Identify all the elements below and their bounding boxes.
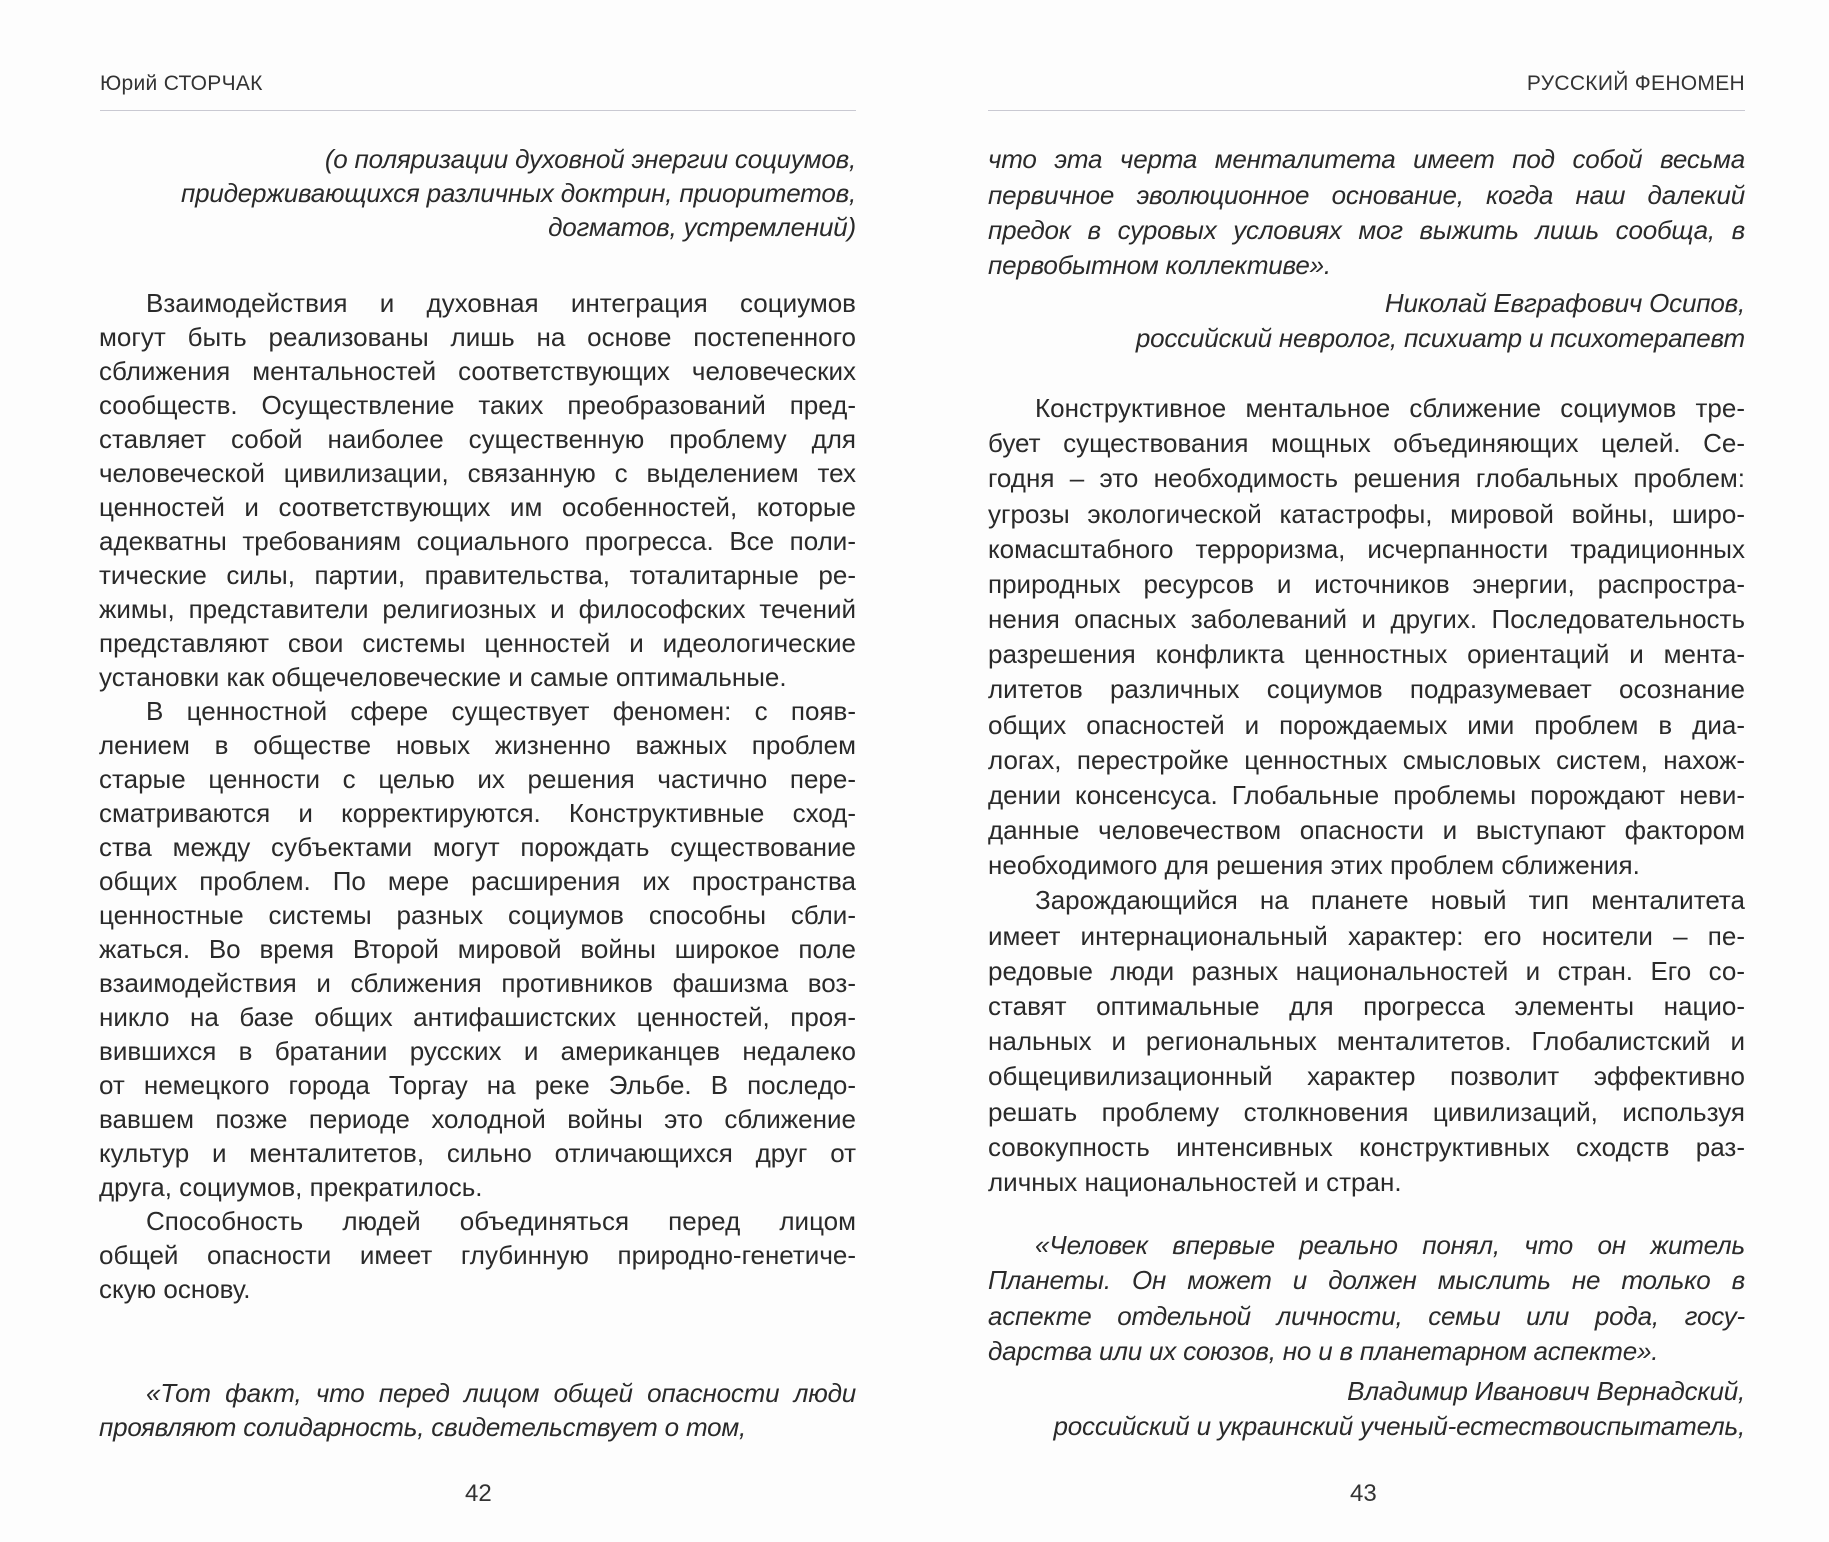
para-line: ценностей и соответствующих им особенностей, которые — [99, 491, 856, 522]
para-line: адекватны требованиям социального прогресса. Все поли- — [99, 525, 856, 556]
para-line: ставляет собой наиболее существенную проблему для — [99, 423, 856, 454]
para-line: совокупность интенсивных конструктивных сходств раз- — [988, 1131, 1745, 1162]
para-line: никло на базе общих антифашистских ценностей, проя- — [99, 1001, 856, 1032]
attribution-line: российский и украинский ученый-естествоиспытатель, — [1053, 1410, 1745, 1441]
para-line: сматриваются и корректируются. Конструктивные сход- — [99, 797, 856, 828]
quote-line: аспекте отдельной личности, семьи или рода, госу- — [988, 1300, 1745, 1331]
para-line: дении консенсуса. Глобальные проблемы порождают неви- — [988, 779, 1745, 810]
right-running-header: РУССКИЙ ФЕНОМЕН — [1526, 72, 1745, 95]
para-line: друга, социумов, прекратилось. — [99, 1171, 483, 1202]
quote-cont-line: что эта черта менталитета имеет под собой весьма — [988, 144, 1745, 175]
para-line: решать проблему столкновения цивилизаций, используя — [988, 1096, 1745, 1127]
para-line: жимы, представители религиозных и философских течений — [99, 593, 856, 624]
attribution-line: российский невролог, психиатр и психотерапевт — [1135, 322, 1745, 353]
para-line: общих проблем. По мере расширения их пространства — [99, 865, 856, 896]
para-line: природных ресурсов и источников энергии, распростра- — [988, 568, 1745, 599]
para-line: В ценностной сфере существует феномен: с появ- — [146, 695, 856, 726]
para-line: сообществ. Осуществление таких преобразований пред- — [99, 389, 856, 420]
para-line: представляют свои системы ценностей и идеологические — [99, 627, 856, 658]
para-line: общей опасности имеет глубинную природно-генетиче- — [99, 1239, 856, 1270]
para-line: имеет интернациональный характер: его носители – пе- — [988, 920, 1745, 951]
left-running-header: Юрий СТОРЧАК — [100, 72, 263, 95]
para-line: установки как общечеловеческие и самые оптимальные. — [99, 661, 787, 692]
right-header-rule — [988, 110, 1745, 111]
left-page-number: 42 — [465, 1480, 492, 1507]
para-line: вавшем позже периоде холодной войны это сближение — [99, 1103, 856, 1134]
para-line: бует существования мощных объединяющих целей. Се- — [988, 428, 1745, 459]
quote-cont-line: предок в суровых условиях мог выжить лишь сообща, в — [988, 214, 1745, 245]
para-line: Конструктивное ментальное сближение социумов тре- — [1035, 393, 1745, 424]
para-line: комасштабного терроризма, исчерпанности традиционных — [988, 533, 1745, 564]
quote-cont-line: первичное эволюционное основание, когда наш далекий — [988, 179, 1745, 210]
epigraph-line: (о поляризации духовной энергии социумов, — [324, 144, 856, 175]
para-line: угрозы экологической катастрофы, мировой войны, широ- — [988, 498, 1745, 529]
quote-line: «Тот факт, что перед лицом общей опасности люди — [146, 1377, 856, 1408]
para-line: редовые люди разных национальностей и стран. Его со- — [988, 955, 1745, 986]
para-line: разрешения конфликта ценностных ориентаций и мента- — [988, 639, 1745, 670]
para-line: необходимого для решения этих проблем сближения. — [988, 850, 1640, 881]
para-line: Взаимодействия и духовная интеграция социумов — [146, 287, 856, 318]
para-line: Способность людей объединяться перед лицом — [146, 1205, 856, 1236]
para-line: сближения ментальностей соответствующих человеческих — [99, 355, 856, 386]
para-line: нальных и региональных менталитетов. Глобалистский и — [988, 1026, 1745, 1057]
epigraph-line: придерживающихся различных доктрин, приоритетов, — [181, 178, 856, 209]
para-line: от немецкого города Торгау на реке Эльбе. В последо- — [99, 1069, 856, 1100]
para-line: общих опасностей и порождаемых ими проблем в диа- — [988, 709, 1745, 740]
para-line: литетов различных социумов подразумевает осознание — [988, 674, 1745, 705]
para-line: ценностные системы разных социумов способны сбли- — [99, 899, 856, 930]
attribution-line: Владимир Иванович Вернадский, — [1347, 1375, 1745, 1406]
para-line: Зарождающийся на планете новый тип менталитета — [1035, 885, 1745, 916]
attribution-line: Николай Евграфович Осипов, — [1384, 287, 1745, 318]
para-line: вившихся в братании русских и американцев недалеко — [99, 1035, 856, 1066]
para-line: годня – это необходимость решения глобальных проблем: — [988, 463, 1745, 494]
para-line: ставят оптимальные для прогресса элементы нацио- — [988, 991, 1745, 1021]
para-line: тические силы, партии, правительства, тоталитарные ре- — [99, 559, 856, 590]
para-line: скую основу. — [99, 1273, 251, 1304]
quote-line: Планеты. Он может и должен мыслить не только в — [988, 1265, 1745, 1296]
quote-cont-line: первобытном коллективе». — [988, 249, 1331, 280]
para-line: общецивилизационный характер позволит эффективно — [988, 1061, 1745, 1092]
quote-line: «Человек впервые реально понял, что он житель — [1035, 1230, 1745, 1261]
para-line: человеческой цивилизации, связанную с выделением тех — [99, 457, 856, 488]
para-line: личных национальностей и стран. — [988, 1166, 1402, 1197]
para-line: культур и менталитетов, сильно отличающихся друг от — [99, 1137, 856, 1168]
para-line: ства между субъектами могут порождать существование — [99, 831, 856, 862]
epigraph-line: догматов, устремлений) — [548, 212, 856, 243]
para-line: данные человечеством опасности и выступают фактором — [988, 815, 1745, 846]
para-line: могут быть реализованы лишь на основе постепенного — [99, 321, 856, 352]
para-line: нения опасных заболеваний и других. Последовательность — [988, 604, 1745, 635]
quote-line: проявляют солидарность, свидетельствует о том, — [99, 1411, 747, 1442]
left-header-rule — [100, 110, 856, 111]
para-line: старые ценности с целью их решения частично пере- — [99, 763, 856, 794]
para-line: логах, перестройке ценностных смысловых систем, нахож- — [988, 744, 1745, 775]
para-line: лением в обществе новых жизненно важных проблем — [99, 729, 856, 760]
para-line: жаться. Во время Второй мировой войны широкое поле — [99, 933, 856, 964]
para-line: взаимодействия и сближения противников фашизма воз- — [99, 967, 856, 998]
right-page-number: 43 — [1350, 1480, 1377, 1507]
quote-line: дарства или их союзов, но и в планетарном аспекте». — [988, 1335, 1659, 1366]
